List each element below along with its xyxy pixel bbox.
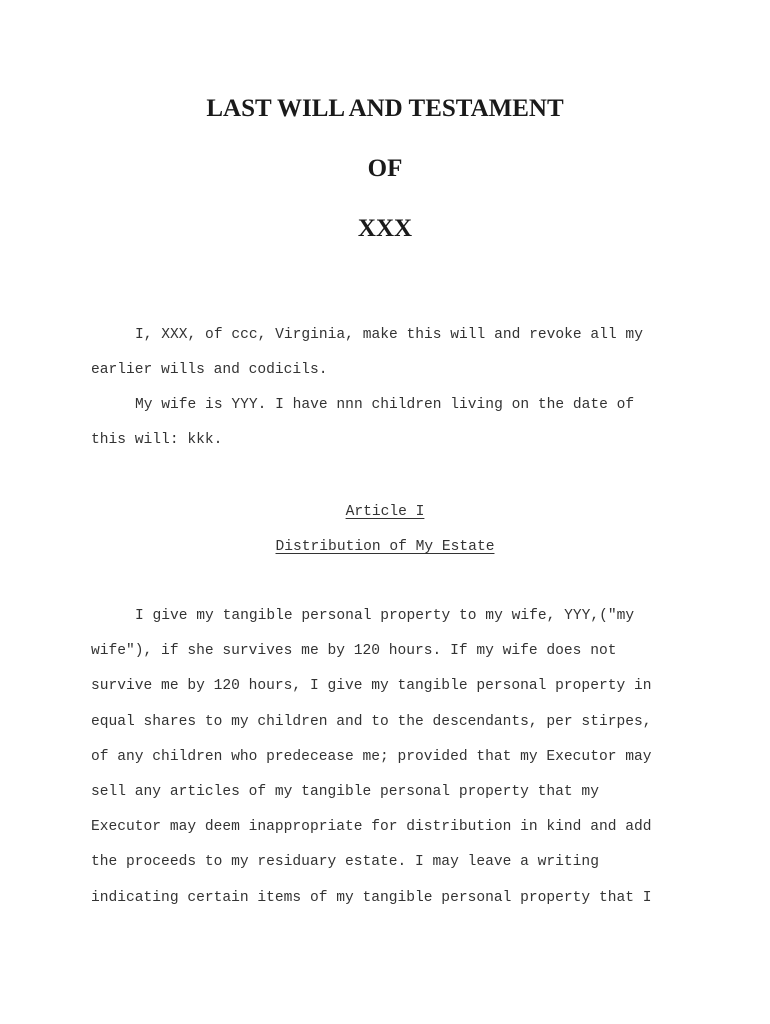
text-line: this will: kkk. <box>91 432 223 449</box>
text-line: My wife is YYY. I have nnn children living on the date of <box>135 397 635 413</box>
article-body-paragraph <box>91 599 691 916</box>
text-line: survive me by 120 hours, I give my tangible personal property in <box>91 678 652 695</box>
document-title-name: XXX <box>357 215 413 242</box>
text-line: of any children who predecease me; provided that my Executor may <box>91 748 652 765</box>
document-title-of: OF <box>367 155 403 182</box>
text-line: I, XXX, of ccc, Virginia, make this will and revoke all my <box>135 327 643 343</box>
article-heading: Distribution of My Estate <box>275 539 495 555</box>
article-number: Article I <box>345 504 425 520</box>
text-line: equal shares to my children and to the descendants, per stirpes, <box>91 713 652 730</box>
text-line: sell any articles of my tangible personal property that my <box>91 784 599 801</box>
text-line: wife"), if she survives me by 120 hours. If my wife does not <box>91 643 617 660</box>
text-line: earlier wills and codicils. <box>91 362 328 379</box>
text-line: I give my tangible personal property to my wife, YYY,("my <box>135 608 635 624</box>
text-line: the proceeds to my residuary estate. I may leave a writing <box>91 854 599 871</box>
intro-paragraph-1 <box>91 318 691 388</box>
intro-paragraph-2 <box>91 388 691 458</box>
text-line: indicating certain items of my tangible personal property that I <box>91 889 652 906</box>
document-title: LAST WILL AND TESTAMENT <box>206 95 564 122</box>
text-line: Executor may deem inappropriate for distribution in kind and add <box>91 819 652 836</box>
